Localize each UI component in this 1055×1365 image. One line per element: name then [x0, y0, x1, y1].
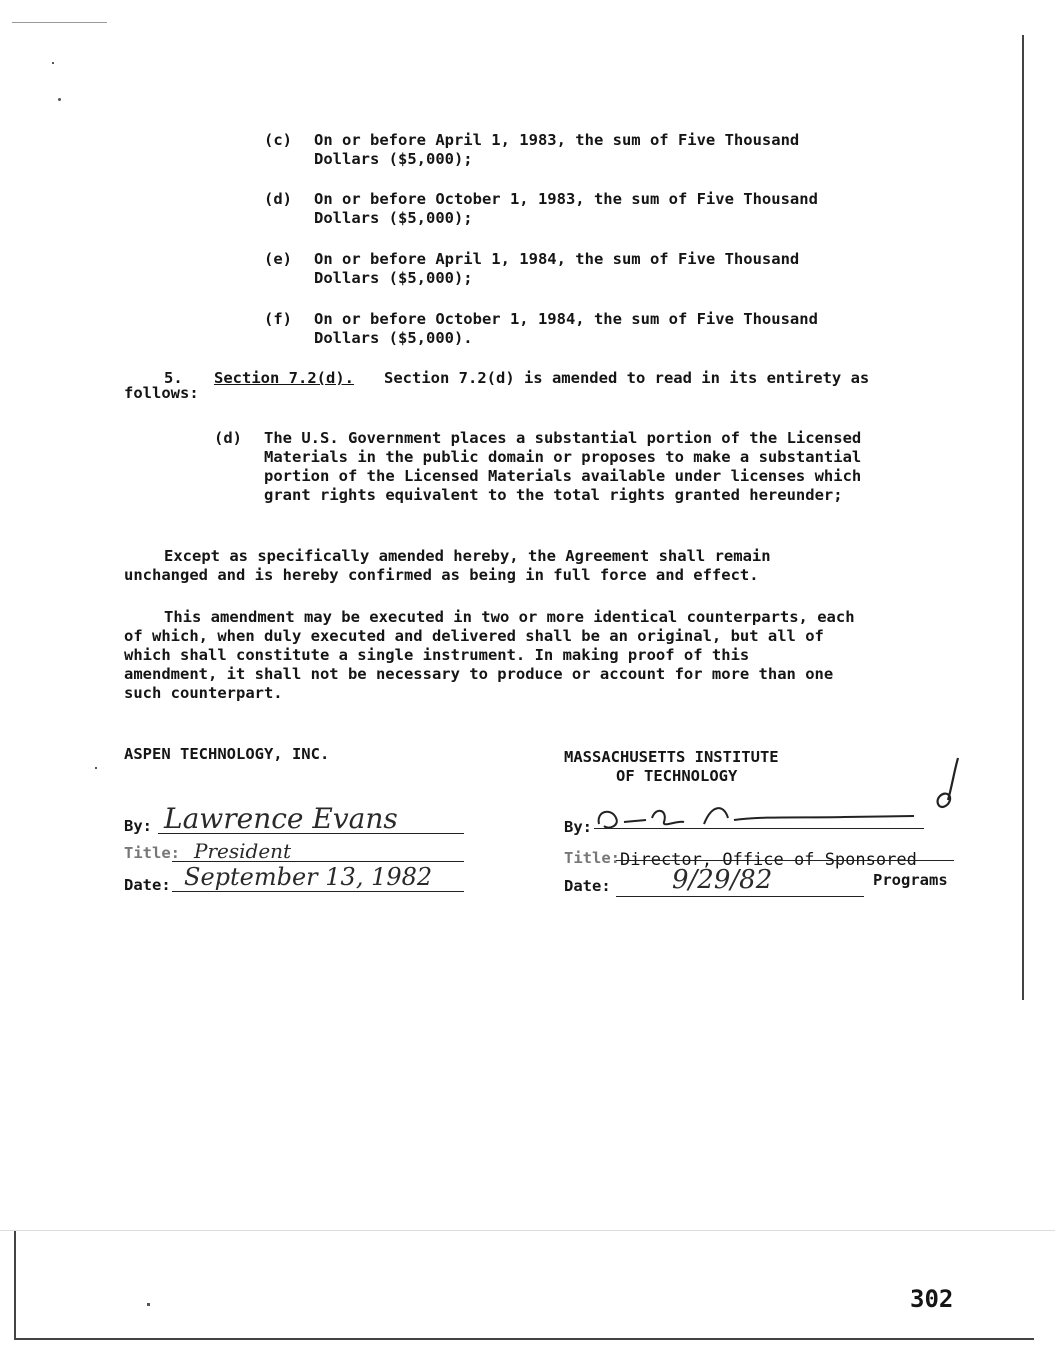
- mit-company-name-line2: OF TECHNOLOGY: [616, 767, 738, 785]
- speck: [147, 1303, 150, 1306]
- paragraph-counterparts: [124, 608, 944, 703]
- aspen-date-value: September 13, 1982: [184, 863, 433, 891]
- clause-text-line2: Dollars ($5,000).: [314, 329, 473, 347]
- top-left-scan-mark: [12, 22, 107, 23]
- clause-label: (d): [264, 190, 292, 208]
- aspen-title-value: President: [194, 839, 292, 863]
- aspen-signature: Lawrence Evans: [164, 802, 398, 835]
- paragraph-line: Except as specifically amended hereby, the Agreement shall remain: [164, 547, 771, 565]
- left-border-line: [14, 1230, 16, 1340]
- section-5: [124, 369, 924, 403]
- section-text-cont: follows:: [124, 384, 199, 402]
- subclause-line: portion of the Licensed Materials available under licenses which: [264, 467, 862, 485]
- paragraph-line: amendment, it shall not be necessary to produce or account for more than one: [124, 665, 834, 683]
- paragraph-line: This amendment may be executed in two or more identical counterparts, each: [164, 608, 855, 626]
- clause-text-line2: Dollars ($5,000);: [314, 150, 473, 168]
- paragraph-except: [124, 547, 944, 585]
- mit-signature: [594, 800, 924, 840]
- subclause-line: grant rights equivalent to the total rights granted hereunder;: [264, 486, 843, 504]
- speck: [95, 767, 97, 769]
- clause-text-line2: Dollars ($5,000);: [314, 209, 473, 227]
- subclause-line: The U.S. Government places a substantial portion of the Licensed: [264, 429, 862, 447]
- clause-label: (f): [264, 310, 292, 328]
- subclause-label: (d): [214, 429, 242, 447]
- section-heading: Section 7.2(d).: [214, 369, 354, 387]
- subclause-line: Materials in the public domain or proposes to make a substantial: [264, 448, 862, 466]
- aspen-signature-block: [124, 745, 469, 905]
- mit-date-value: 9/29/82: [672, 865, 773, 895]
- mit-signature-block: [564, 748, 1024, 908]
- section-number: 5.: [164, 369, 183, 387]
- clause-text-line1: On or before April 1, 1984, the sum of Five Thousand: [314, 250, 800, 268]
- faint-rule: [0, 1230, 1055, 1231]
- paragraph-line: of which, when duly executed and delivered shall be an original, but all of: [124, 627, 824, 645]
- clause-text-line1: On or before October 1, 1984, the sum of Five Thousand: [314, 310, 818, 328]
- page-number: 302: [910, 1285, 954, 1313]
- section-text: Section 7.2(d) is amended to read in its entirety as: [384, 369, 870, 387]
- paragraph-line: unchanged and is hereby confirmed as being in full force and effect.: [124, 566, 759, 584]
- aspen-by-label: By:: [124, 817, 152, 835]
- clause-text-line1: On or before October 1, 1983, the sum of Five Thousand: [314, 190, 818, 208]
- clause-text-line2: Dollars ($5,000);: [314, 269, 473, 287]
- mit-by-label: By:: [564, 818, 592, 836]
- bottom-border-line: [14, 1338, 1034, 1340]
- mit-initials-mark: [930, 756, 970, 811]
- mit-title-value: Director, Office of Sponsored: [620, 850, 917, 870]
- paragraph-line: such counterpart.: [124, 684, 283, 702]
- speck: [58, 98, 61, 101]
- mit-company-name-line1: MASSACHUSETTS INSTITUTE: [564, 748, 779, 766]
- aspen-company-name: ASPEN TECHNOLOGY, INC.: [124, 745, 330, 763]
- aspen-title-label: Title:: [124, 844, 180, 862]
- mit-title-label: Title:: [564, 849, 620, 867]
- clause-label: (c): [264, 131, 292, 149]
- aspen-date-label: Date:: [124, 876, 171, 894]
- mit-title-value-line2: Programs: [873, 871, 948, 889]
- speck: [52, 62, 54, 64]
- mit-date-label: Date:: [564, 877, 611, 895]
- paragraph-line: which shall constitute a single instrument. In making proof of this: [124, 646, 750, 664]
- clause-text-line1: On or before April 1, 1983, the sum of Five Thousand: [314, 131, 800, 149]
- clause-label: (e): [264, 250, 292, 268]
